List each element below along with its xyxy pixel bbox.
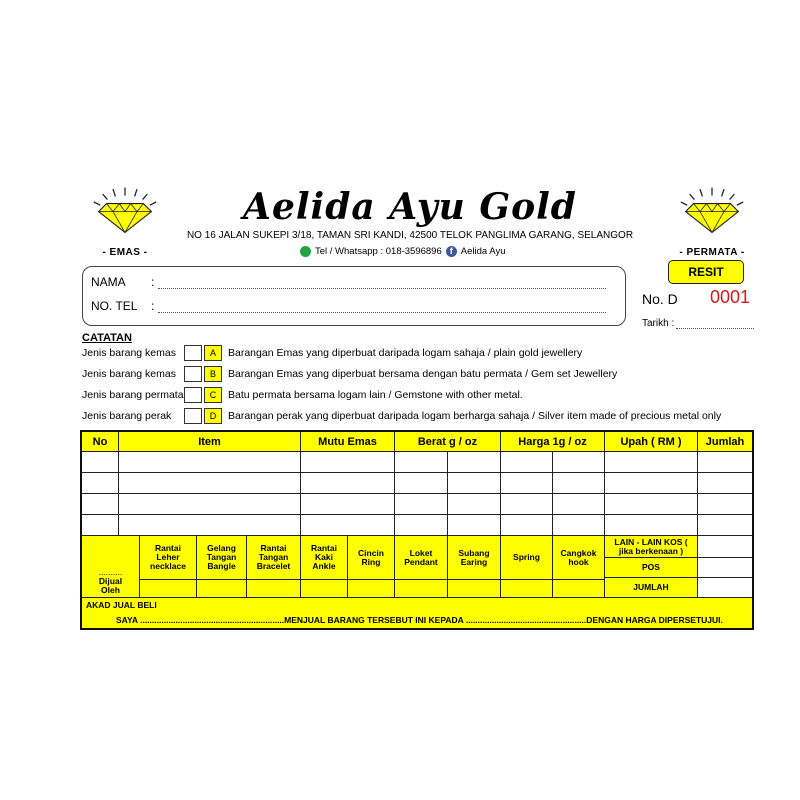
table-cell[interactable] xyxy=(448,515,501,536)
permata-logo xyxy=(667,186,757,258)
table-cell[interactable] xyxy=(448,494,501,515)
akad-heading: AKAD JUAL BELI xyxy=(86,600,157,610)
facebook-icon: f xyxy=(446,246,457,257)
table-cell[interactable] xyxy=(395,452,448,473)
category-value[interactable] xyxy=(247,580,301,598)
table-cell[interactable] xyxy=(448,452,501,473)
table-cell[interactable] xyxy=(119,515,301,536)
akad-section xyxy=(82,598,752,628)
col-header-item: Item xyxy=(119,432,301,452)
table-cell[interactable] xyxy=(553,473,605,494)
table-cell[interactable] xyxy=(605,494,698,515)
note-row xyxy=(82,345,582,361)
category-cell: Subang Earing xyxy=(448,536,501,580)
total-label: JUMLAH xyxy=(605,578,698,598)
col-header-jumlah: Jumlah xyxy=(698,432,752,452)
note-code: C xyxy=(204,387,222,403)
col-header-upah: Upah ( RM ) xyxy=(605,432,698,452)
sold-by-dots: .......... xyxy=(98,567,123,577)
emas-logo xyxy=(80,186,170,258)
phone-text: Tel / Whatsapp : 018-3596896 xyxy=(315,246,442,257)
col-header-no: No xyxy=(82,432,119,452)
note-type: Jenis barang perak xyxy=(82,410,172,422)
category-cell: Rantai Leher necklace xyxy=(140,536,197,580)
facebook-text: Aelida Ayu xyxy=(460,246,506,257)
table-cell[interactable] xyxy=(301,515,395,536)
tel-field[interactable] xyxy=(158,302,606,313)
name-label: NAMA xyxy=(91,275,126,289)
pos-label: POS xyxy=(605,558,698,578)
table-cell[interactable] xyxy=(698,515,752,536)
notes-heading: CATATAN xyxy=(82,332,132,344)
receipt-no-label: No. D xyxy=(642,291,678,307)
category-value[interactable] xyxy=(448,580,501,598)
receipt-no-value: 0001 xyxy=(710,287,751,307)
note-code: B xyxy=(204,366,222,382)
sold-by-cell xyxy=(82,536,140,598)
note-checkbox[interactable] xyxy=(184,408,202,424)
category-value[interactable] xyxy=(553,580,605,598)
table-cell[interactable] xyxy=(553,494,605,515)
total-value[interactable] xyxy=(698,578,752,598)
other-costs-label: LAIN - LAIN KOS ( jika berkenaan ) xyxy=(605,536,698,558)
category-value[interactable] xyxy=(395,580,448,598)
note-checkbox[interactable] xyxy=(184,366,202,382)
note-desc: Barangan Emas yang diperbuat bersama dengan batu permata / Gem set Jewellery xyxy=(228,368,618,380)
table-cell[interactable] xyxy=(119,452,301,473)
shop-title: Aelida Ayu Gold xyxy=(243,186,577,228)
note-checkbox[interactable] xyxy=(184,387,202,403)
table-cell[interactable] xyxy=(501,515,553,536)
category-cell: Cangkok hook xyxy=(553,536,605,580)
name-row xyxy=(91,275,606,289)
note-row xyxy=(82,408,721,424)
table-cell[interactable] xyxy=(501,452,553,473)
note-checkbox[interactable] xyxy=(184,345,202,361)
col-header-harga: Harga 1g / oz xyxy=(501,432,605,452)
table-cell[interactable] xyxy=(301,452,395,473)
table-cell[interactable] xyxy=(605,473,698,494)
emas-label: - EMAS - xyxy=(102,247,148,258)
table-cell[interactable] xyxy=(553,515,605,536)
table-cell[interactable] xyxy=(605,452,698,473)
table-cell[interactable] xyxy=(698,494,752,515)
category-value[interactable] xyxy=(348,580,395,598)
shop-address: NO 16 JALAN SUKEPI 3/18, TAMAN SRI KANDI, 42500 TELOK PANGLIMA GARANG, SELANGOR xyxy=(186,230,634,241)
category-value[interactable] xyxy=(501,580,553,598)
table-cell[interactable] xyxy=(698,452,752,473)
category-cell: Gelang Tangan Bangle xyxy=(197,536,247,580)
other-costs-value[interactable] xyxy=(698,536,752,558)
name-field[interactable] xyxy=(158,278,606,289)
category-cell: Rantai Tangan Bracelet xyxy=(247,536,301,580)
pos-value[interactable] xyxy=(698,558,752,578)
table-cell[interactable] xyxy=(395,515,448,536)
table-cell[interactable] xyxy=(82,452,119,473)
table-cell[interactable] xyxy=(553,452,605,473)
note-type: Jenis barang kemas xyxy=(82,368,176,380)
customer-box xyxy=(82,266,626,326)
category-cell: Cincin Ring xyxy=(348,536,395,580)
note-type: Jenis barang kemas xyxy=(82,347,176,359)
table-cell[interactable] xyxy=(119,494,301,515)
category-value[interactable] xyxy=(197,580,247,598)
akad-text: SAYA .............................................................MENJUAL BARANG TERSEBUT INI KEPADA ...................................................DENGAN HARGA DIPERSETUJUI. xyxy=(116,615,723,625)
table-cell[interactable] xyxy=(395,473,448,494)
note-code: D xyxy=(204,408,222,424)
category-cell: Rantai Kaki Ankle xyxy=(301,536,348,580)
col-header-mutu: Mutu Emas xyxy=(301,432,395,452)
table-cell[interactable] xyxy=(605,515,698,536)
category-cell: Loket Pendant xyxy=(395,536,448,580)
table-cell[interactable] xyxy=(301,473,395,494)
tel-row xyxy=(91,299,606,313)
note-type: Jenis barang permata xyxy=(82,389,184,401)
category-value[interactable] xyxy=(301,580,348,598)
date-label: Tarikh : xyxy=(642,318,675,329)
sold-by-label: Dijual Oleh xyxy=(98,576,123,595)
table-cell[interactable] xyxy=(395,494,448,515)
diamond-icon xyxy=(667,186,757,242)
note-desc: Batu permata bersama logam lain / Gemstone with other metal. xyxy=(228,389,523,401)
table-cell[interactable] xyxy=(448,473,501,494)
note-desc: Barangan perak yang diperbuat daripada logam berharga sahaja / Silver item made of precious metal only xyxy=(228,410,722,422)
category-value[interactable] xyxy=(140,580,197,598)
note-desc: Barangan Emas yang diperbuat daripada logam sahaja / plain gold jewellery xyxy=(228,347,583,359)
table-cell[interactable] xyxy=(698,473,752,494)
table-cell[interactable] xyxy=(119,473,301,494)
col-header-berat: Berat g / oz xyxy=(395,432,501,452)
table-cell[interactable] xyxy=(501,473,553,494)
resit-badge: RESIT xyxy=(668,260,744,284)
tel-colon: : xyxy=(151,299,155,313)
permata-label: - PERMATA - xyxy=(679,247,745,258)
whatsapp-icon xyxy=(300,246,311,257)
note-row xyxy=(82,387,523,403)
items-table xyxy=(80,430,754,630)
tel-label: NO. TEL xyxy=(91,299,138,313)
table-cell[interactable] xyxy=(82,494,119,515)
table-cell[interactable] xyxy=(501,494,553,515)
name-colon: : xyxy=(151,275,155,289)
table-cell[interactable] xyxy=(301,494,395,515)
date-field[interactable] xyxy=(676,318,754,329)
date-row xyxy=(642,318,754,329)
category-cell: Spring xyxy=(501,536,553,580)
diamond-icon xyxy=(80,186,170,242)
table-cell[interactable] xyxy=(82,473,119,494)
note-code: A xyxy=(204,345,222,361)
note-row xyxy=(82,366,617,382)
table-cell[interactable] xyxy=(82,515,119,536)
contact-line xyxy=(300,246,506,257)
